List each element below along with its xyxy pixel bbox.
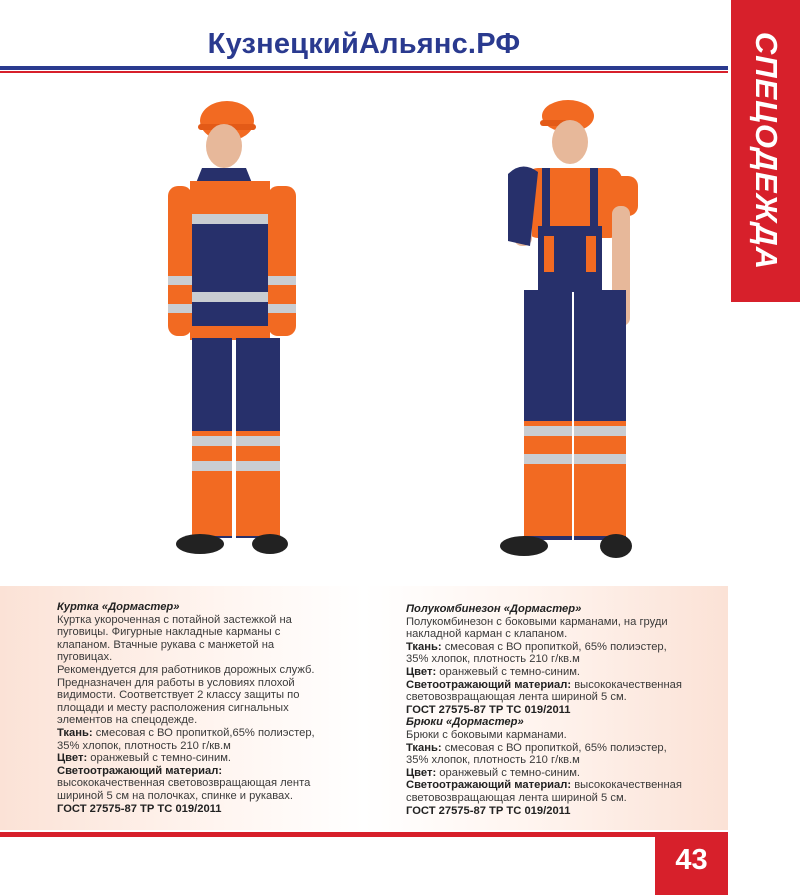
jacket-title: Куртка «Дормастер» <box>57 601 180 613</box>
trousers-reflective-label: Светоотражающий материал: <box>406 779 572 792</box>
overalls-color-value: оранжевый с темно-синим. <box>436 665 580 678</box>
trousers-reflective-value: высококачественная <box>571 779 682 792</box>
category-side-tab <box>731 0 800 302</box>
jacket-color-label: Цвет: <box>57 752 88 765</box>
trousers-fabric-label: Ткань: <box>406 741 442 754</box>
overalls-desc-line: накладной карман с клапаном. <box>406 628 568 641</box>
overalls-reflective-label: Светоотражающий материал: <box>406 678 572 691</box>
jacket-color <box>57 752 337 765</box>
site-title: КузнецкийАльянс.РФ <box>207 28 521 60</box>
overalls-fabric-line2: 35% хлопок, плотность 210 г/кв.м <box>406 653 580 666</box>
overalls-worker-photo <box>478 76 658 576</box>
trousers-title: Брюки «Дормастер» <box>406 716 524 729</box>
trousers-reflective <box>406 779 716 792</box>
jacket-desc-line: пуговицах. <box>57 651 113 664</box>
trousers-fabric-value: смесовая с ВО пропиткой, 65% полиэстер, <box>441 741 667 754</box>
trousers-standard: ГОСТ 27575-87 ТР ТС 019/2011 <box>406 804 571 817</box>
header-divider-red <box>0 71 728 73</box>
overalls-fabric-value: смесовая с ВО пропиткой, 65% полиэстер, <box>441 640 667 653</box>
jacket-fabric-value: смесовая с ВО пропиткой,65% полиэстер, <box>92 726 315 739</box>
jacket-standard: ГОСТ 27575-87 ТР ТС 019/2011 <box>57 802 222 815</box>
trousers-fabric <box>406 742 716 755</box>
jacket-worker-photo <box>150 76 330 576</box>
jacket-description <box>57 601 337 815</box>
product-photo-area <box>0 76 728 586</box>
jacket-desc-line: Рекомендуется для работников дорожных служб. <box>57 663 315 676</box>
jacket-reflective-line2: шириной 5 см на полочках, спинке и рукавах. <box>57 789 293 802</box>
page-number-box <box>655 832 728 895</box>
overalls-trousers-description <box>406 603 716 817</box>
jacket-color-value: оранжевый с темно-синим. <box>87 752 231 765</box>
overalls-title: Полукомбинезон «Дормастер» <box>406 603 582 615</box>
jacket-fabric <box>57 727 337 740</box>
overalls-standard: ГОСТ 27575-87 ТР ТС 019/2011 <box>406 703 571 716</box>
trousers-color <box>406 767 716 780</box>
overalls-color-label: Цвет: <box>406 665 437 678</box>
trousers-reflective-line2: световозвращающая лента шириной 5 см. <box>406 791 627 804</box>
overalls-fabric <box>406 641 716 654</box>
trousers-color-label: Цвет: <box>406 766 437 779</box>
overalls-color <box>406 666 716 679</box>
jacket-fabric-label: Ткань: <box>57 726 93 739</box>
jacket-desc-line: видимости. Соответствует 2 классу защиты по <box>57 689 300 702</box>
overalls-reflective-value: высококачественная <box>571 678 682 691</box>
jacket-desc-line: элементов на спецодежде. <box>57 714 198 727</box>
trousers-desc-line: Брюки с боковыми карманами. <box>406 728 567 741</box>
jacket-desc-line: Предназначен для работы в условиях плохой <box>57 676 295 689</box>
page-number: 43 <box>675 844 708 876</box>
jacket-desc-line: Куртка укороченная с потайной застежкой на <box>57 613 292 626</box>
trousers-color-value: оранжевый с темно-синим. <box>436 766 580 779</box>
overalls-fabric-label: Ткань: <box>406 640 442 653</box>
category-label: СПЕЦОДЕЖДА <box>748 31 784 271</box>
header-divider-blue <box>0 66 728 70</box>
overalls-reflective-line2: световозвращающая лента шириной 5 см. <box>406 691 627 704</box>
footer-divider <box>0 832 728 837</box>
overalls-reflective <box>406 679 716 692</box>
jacket-desc-line: пуговицы. Фигурные накладные карманы с <box>57 626 281 639</box>
jacket-desc-line: площади и месту расположения сигнальных <box>57 701 289 714</box>
overalls-desc-line: Полукомбинезон с боковыми карманами, на груди <box>406 615 668 628</box>
jacket-reflective-label: Светоотражающий материал: <box>57 764 223 777</box>
jacket-reflective-line1: высококачественная световозвращающая лента <box>57 777 311 790</box>
jacket-desc-line: клапаном. Втачные рукава с манжетой на <box>57 638 275 651</box>
trousers-fabric-line2: 35% хлопок, плотность 210 г/кв.м <box>406 754 580 767</box>
jacket-fabric-line2: 35% хлопок, плотность 210 г/кв.м <box>57 739 231 752</box>
